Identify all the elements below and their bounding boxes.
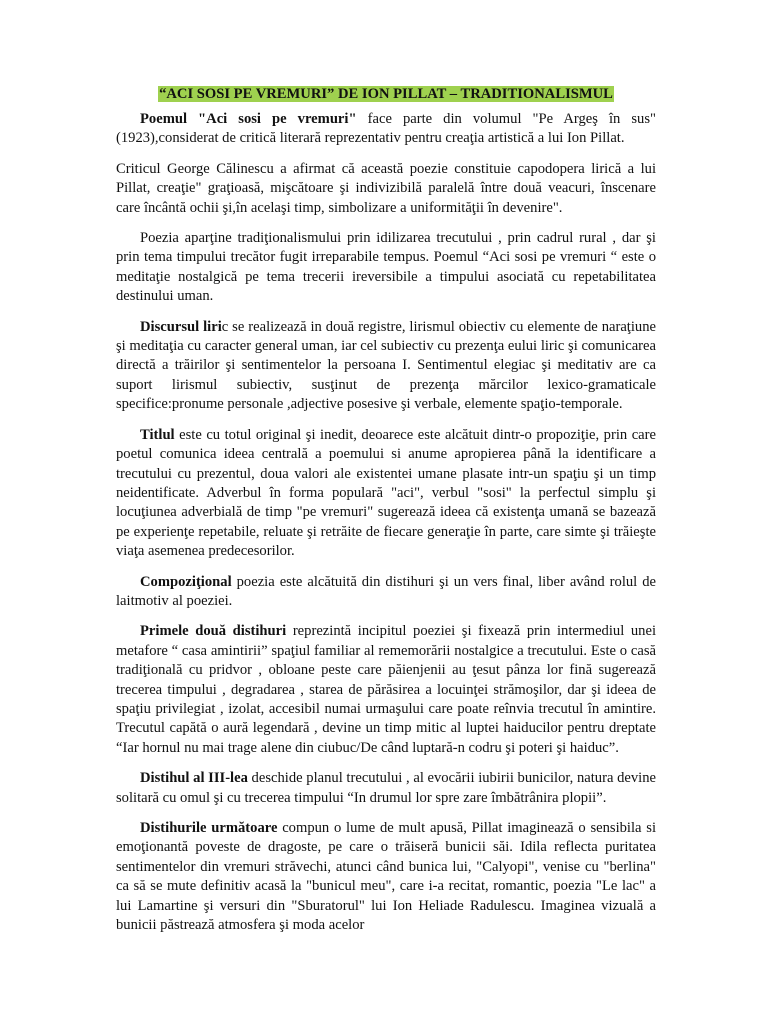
paragraph-5 (116, 426, 656, 562)
paragraph-text: reprezintă incipitul poeziei şi fixează prin intermediul unei metafore “ casa amintirii” spaţiul familiar al rememorării nostalgice a trecutului. Este o casă tradiţională cu pridvor , obloane peste care păienjenii au ţesut pânza lor fină sugerează trecerea timpului , degradarea , starea de părăsirea a locuinţei strămoşilor, dar şi ideea de spaţiu privilegiat , izolat, accesibil numai urmaşului care poate reînvia trecutul în amintire. Trecutul capătă o aură legendară , devine un timp mitic al luptei haiducilor pentru dreptate “Iar hornul nu mai trage alene din ciubuc/De când luptară-n codru şi poteri şi haiduc”. (116, 623, 657, 756)
paragraph-text: poezia este alcătuită din distihuri şi un vers final, liber având rolul de laitmotiv al poeziei. (116, 573, 656, 609)
paragraph-4 (116, 318, 656, 415)
page-title (116, 84, 656, 104)
paragraph-lead: Compoziţional (140, 573, 232, 590)
paragraph-text: Poezia aparţine tradiţionalismului prin idilizarea trecutului , prin cadrul rural , dar şi prin tema timpului trecător fugit irreparabile tempus. Poemul “Aci sosi pe vremuri “ este o meditaţie nostalgică pe tema trecerii ireversibile a timpului asociată cu repetabilitatea destinului uman. (116, 230, 656, 305)
paragraph-text: c se realizează in două registre, lirismul obiectiv cu elemente de naraţiune şi meditaţia cu caracter general uman, iar cel subiectiv cu prezenţa eului liric şi comunicarea directă a trăirilor şi sentimentelor la persoana I. Sentimentul elegiac şi meditativ are ca suport lirismul subiectiv, susţinut de prezenţa mărcilor lexico-gramaticale specifice:pronume personale ,adjective posesive şi verbale, elemente spaţio-temporale. (116, 318, 656, 413)
paragraph-lead: Distihurile următoare (140, 820, 278, 836)
paragraph-2 (116, 160, 656, 218)
paragraph-lead: Titlul (140, 426, 175, 443)
paragraph-lead: Discursul liri (140, 318, 222, 335)
paragraph-lead: Primele două distihuri (140, 623, 287, 640)
paragraph-text: este cu totul original şi inedit, deoarece este alcătuit dintr-o propoziţie, prin care poetul comunica ideea centrală a poemului si anume apropierea până la identificare a trecutului cu prezentul, doua valori ale existentei umane plasate intr-un spaţiu şi un timp neidentificate. Adverbul în forma populară "aci", verbul "sosi" la perfectul simplu şi locuţiunea adverbială de timp "pe vremuri" sugerează ideea că existenţa umană se bazează pe experienţe repetabile, reluate şi retrăite de fiecare generaţie în parte, care simte şi trăieşte viaţa asemenea predecesorilor. (116, 426, 656, 560)
paragraph-text: deschide planul trecutului , al evocării iubirii bunicilor, natura devine solitară cu omul şi cu trecerea timpului “In drumul lor spre zare îmbătrânira plopii”. (116, 770, 656, 806)
paragraph-3 (116, 229, 656, 307)
paragraph-lead: Distihul al III-lea (140, 770, 248, 787)
title-highlight: “ACI SOSI PE VREMURI” DE ION PILLAT – TRADITIONALISMUL (159, 86, 613, 102)
paragraph-7 (116, 622, 656, 758)
paragraph-lead: Poemul "Aci sosi pe vremuri" (140, 111, 357, 127)
paragraph-text: face parte din volumul "Pe Argeş în sus" (1923),considerat de critică literară reprezentativ pentru creaţia artistică a lui Ion Pillat. (116, 111, 656, 147)
paragraph-text: Criticul George Călinescu a afirmat că această poezie constituie capodopera lirică a lui Pillat, creaţie" graţioasă, mişcătoare şi indivizibilă paralelă între două veacuri, înscenare care încântă ochii şi,în acelaşi timp, simbolizare a uniformităţii în devenire". (116, 160, 656, 216)
paragraph-9 (116, 819, 656, 935)
paragraph-6 (116, 573, 656, 612)
paragraph-1 (116, 110, 656, 149)
paragraph-8 (116, 769, 656, 808)
paragraph-text: compun o lume de mult apusă, Pillat imaginează o sensibila si emoţionantă poveste de dragoste, pe care o trăiseră bunicii săi. Idila reflecta puritatea sentimentelor din vremuri străvechi, atunci când bunica lui, "Calyopi", venise cu "berlina" ca să se mute definitiv acasă la "bunicul meu", care i-a recitat, romantic, poezia "Le lac" a lui Lamartine şi versuri din "Sburatorul" lui Ion Heliade Radulescu. Imaginea vizuală a bunicii păstrează atmosfera şi moda acelor (116, 820, 657, 934)
